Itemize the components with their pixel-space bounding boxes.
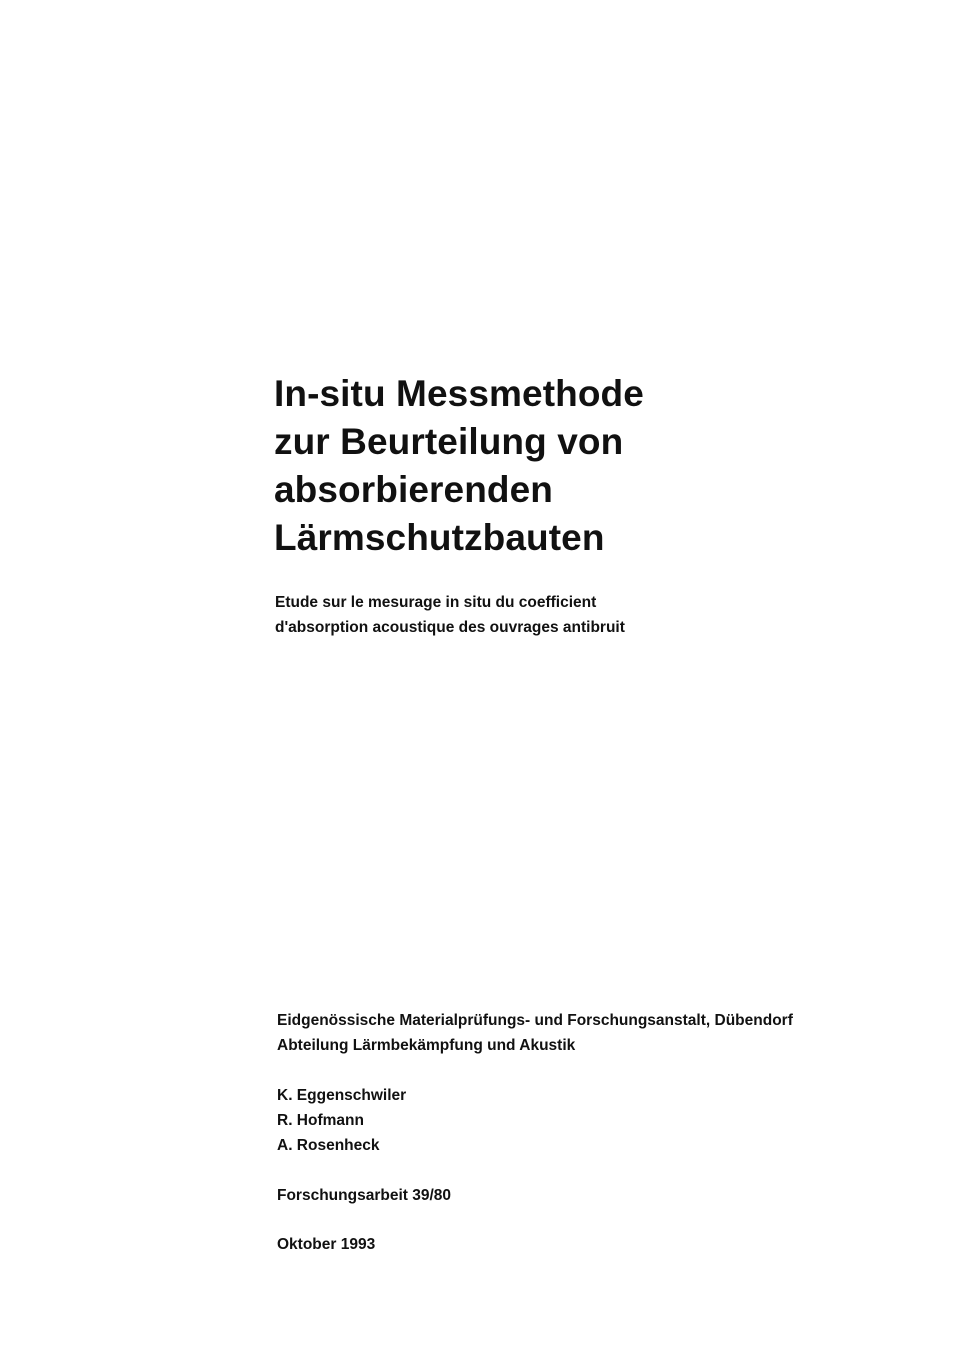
document-title (274, 370, 644, 562)
author: A. Rosenheck (277, 1137, 380, 1154)
department-name: Abteilung Lärmbekämpfung und Akustik (277, 1037, 576, 1054)
author: K. Eggenschwiler (277, 1087, 407, 1104)
report-date: Oktober 1993 (277, 1236, 376, 1253)
subtitle-line: Etude sur le mesurage in situ du coefficient (275, 594, 597, 611)
author-list (277, 1083, 406, 1158)
title-line: In-situ Messmethode (274, 373, 644, 414)
french-subtitle (275, 590, 625, 640)
institution-block (277, 1008, 793, 1058)
author: R. Hofmann (277, 1112, 364, 1129)
title-line: absorbierenden (274, 469, 553, 510)
title-line: Lärmschutzbauten (274, 517, 605, 558)
title-line: zur Beurteilung von (274, 421, 624, 462)
subtitle-line: d'absorption acoustique des ouvrages antibruit (275, 619, 625, 636)
report-number: Forschungsarbeit 39/80 (277, 1187, 452, 1204)
institution-name: Eidgenössische Materialprüfungs- und Forschungsanstalt, Dübendorf (277, 1012, 793, 1029)
